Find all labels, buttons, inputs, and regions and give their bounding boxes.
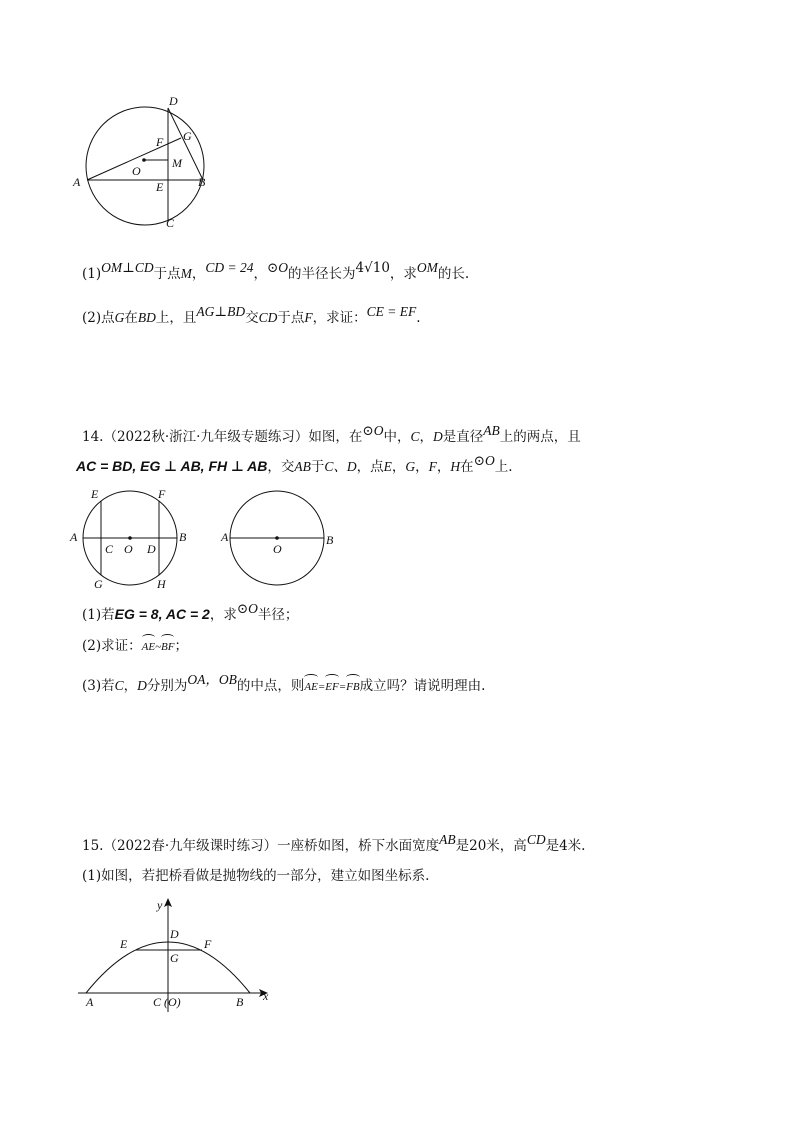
label-c-origin: C (O) xyxy=(153,995,181,1009)
label-f: F xyxy=(156,135,164,149)
label-e: E xyxy=(156,180,164,194)
label-e: E xyxy=(120,937,128,951)
q15-heading: 15.（2022春·九年级课时练习）一座桥如图，桥下水面宽度AB是20米，高CD是4米. xyxy=(82,832,586,854)
label-m: M xyxy=(172,156,182,170)
q13-part2: (2)点G在BD上，且AG⊥BD交CD于点F，求证：CE = EF. xyxy=(82,304,421,326)
label-x: x xyxy=(263,989,269,1003)
q15-sub1: (1)如图，若把桥看做是抛物线的一部分，建立如图坐标系. xyxy=(82,868,430,884)
center-point-o-right xyxy=(275,536,279,540)
label-y: y xyxy=(157,898,163,912)
label-d: D xyxy=(170,927,179,941)
parabola-figure-15 xyxy=(70,896,285,1021)
label-a: A xyxy=(73,175,81,189)
label-o: O xyxy=(273,542,282,556)
label-g: G xyxy=(94,577,103,591)
q14-heading: 14.（2022秋·浙江·九年级专题练习）如图，在⊙O中，C，D是直径AB上的两点，且 xyxy=(82,423,581,445)
label-b: B xyxy=(179,530,187,544)
label-o: O xyxy=(124,542,133,556)
label-a: A xyxy=(86,995,94,1009)
q14-sub1: (1)若EG = 8, AC = 2，求⊙O半径； xyxy=(82,601,299,623)
label-a: A xyxy=(221,530,229,544)
label-f: F xyxy=(158,487,166,501)
center-point-o xyxy=(142,158,146,162)
label-e: E xyxy=(91,487,99,501)
label-d: D xyxy=(147,542,156,556)
label-f: F xyxy=(204,937,212,951)
label-b: B xyxy=(326,533,334,547)
label-o: O xyxy=(132,164,141,178)
circle-figure-14-left xyxy=(66,484,196,592)
label-h: H xyxy=(157,577,166,591)
q14-sub2: (2)求证：AE~BF； xyxy=(82,636,188,657)
q14-sub3: (3)若C，D分别为OA，OB的中点，则AE=EF=FB成立吗？请说明理由. xyxy=(82,676,485,697)
q13-part1: (1)OM⊥CD于点M，CD = 24，⊙O的半径长为4√10，求OM的长. xyxy=(82,260,470,282)
circle-figure-14-right xyxy=(218,484,348,592)
label-d: D xyxy=(169,94,178,108)
label-c: C xyxy=(166,216,175,230)
label-b: B xyxy=(198,175,206,189)
label-g: G xyxy=(170,951,179,965)
label-c: C xyxy=(105,542,114,556)
circle-13 xyxy=(86,107,204,225)
label-a: A xyxy=(70,530,78,544)
label-g: G xyxy=(183,129,192,143)
q14-conditions: AC = BD, EG ⊥ AB, FH ⊥ AB，交AB于C、D，点E，G，F，H在⊙O上. xyxy=(76,453,513,475)
center-point-o-left xyxy=(128,536,132,540)
label-b: B xyxy=(236,995,244,1009)
circle-figure-13 xyxy=(70,92,220,232)
